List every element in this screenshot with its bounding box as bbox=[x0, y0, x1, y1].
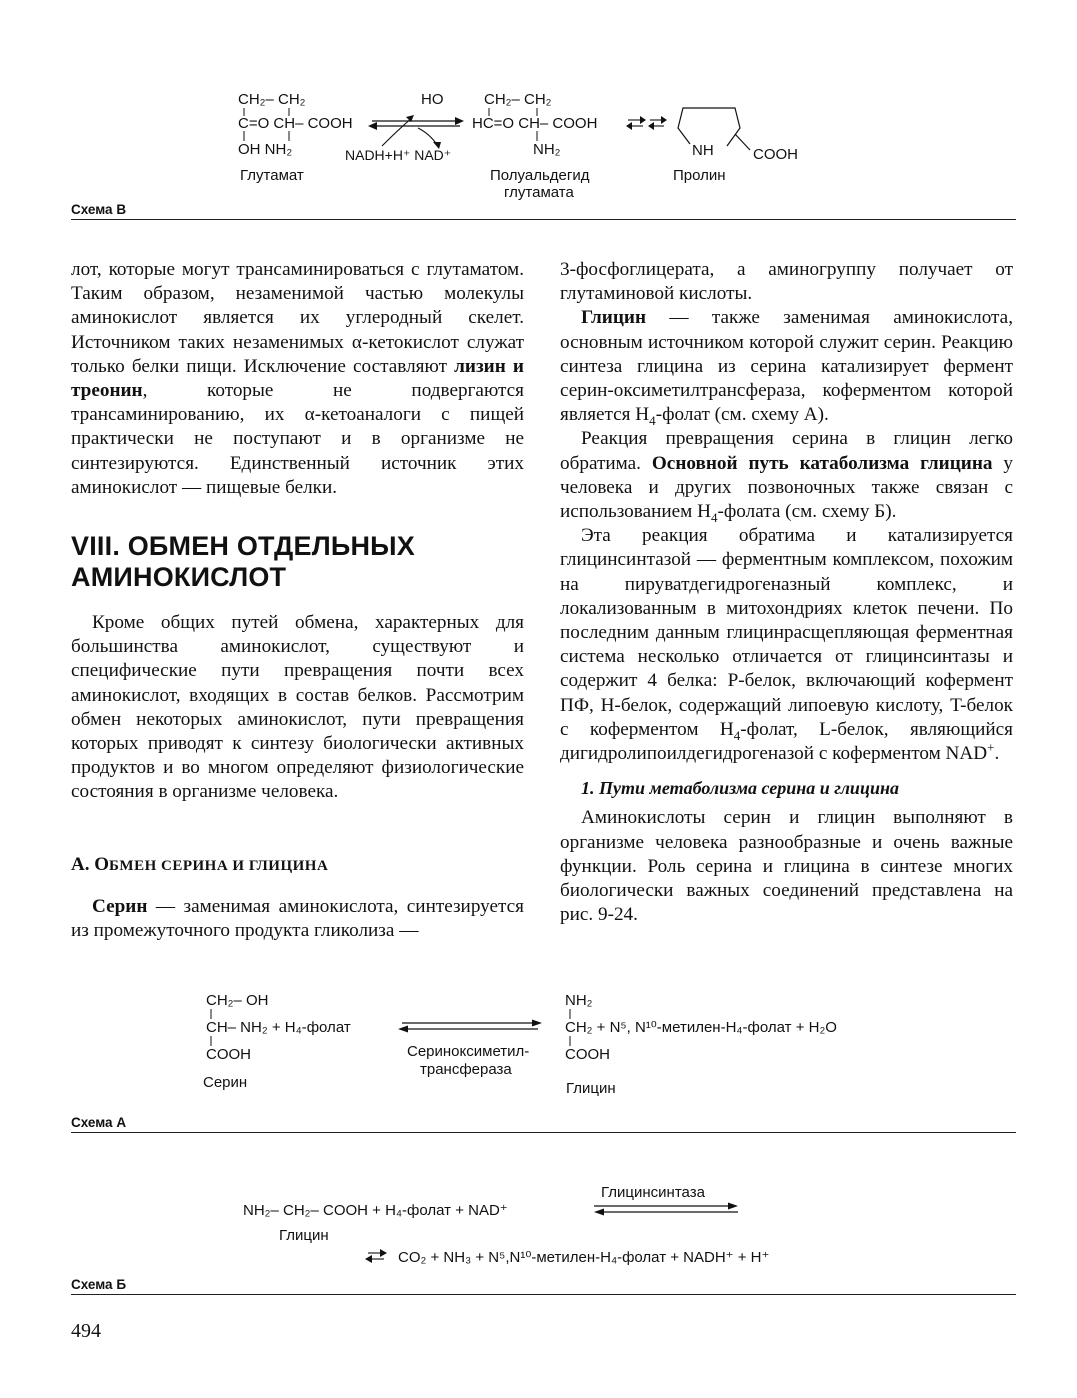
scheme-b-arrows bbox=[0, 1195, 1077, 1275]
text: . bbox=[994, 743, 1000, 765]
right-paragraph-1: 3-фосфоглицерата, а аминогруппу получает от глутаминовой кислоты. bbox=[560, 259, 1013, 305]
right-paragraph-4 bbox=[560, 524, 1013, 766]
bold-term: лизин и треонин bbox=[71, 355, 524, 402]
semialdehyde-line3: NH₂ bbox=[533, 141, 561, 158]
enzyme-line1: Сериноксиметил- bbox=[407, 1043, 530, 1060]
serine-line2: CH– NH₂ + H₄-фолат bbox=[206, 1019, 351, 1036]
semialdehyde-name1: Полуальдегид bbox=[490, 167, 590, 184]
semialdehyde-line1: CH₂– CH₂ bbox=[484, 91, 552, 108]
reverse-arrowhead bbox=[368, 122, 377, 130]
ho-label: HO bbox=[421, 91, 444, 108]
glycine-name: Глицин bbox=[279, 1227, 329, 1244]
subheading-letter: А. bbox=[71, 854, 95, 875]
right-paragraph-3 bbox=[560, 427, 1013, 524]
text: у человека и других позвоночных также связан с использованием H bbox=[560, 452, 1013, 523]
serine-line3: COOH bbox=[206, 1046, 251, 1063]
scheme-a-arrows bbox=[0, 980, 1077, 1090]
serine-name: Серин bbox=[203, 1074, 248, 1091]
proline-nh: NH bbox=[692, 142, 714, 159]
reverse-arrowhead bbox=[594, 1209, 604, 1216]
left-column-lower bbox=[71, 611, 524, 805]
proline-cooh: COOH bbox=[753, 146, 798, 163]
subscript: 4 bbox=[710, 509, 718, 525]
glutamate-name: Глутамат bbox=[240, 167, 304, 184]
right-paragraph-5: Аминокислоты серин и глицин выполняют в организме человека разнообразные и очень важные функции. Роль серина и глицина в синтезе многих биологически важных соединений представлена на рис. 9-24. bbox=[560, 807, 1013, 926]
section-heading bbox=[71, 531, 415, 593]
subsection-heading: 1. Пути метаболизма серина и глицина bbox=[581, 778, 899, 799]
scheme-v-label: Схема В bbox=[71, 202, 127, 217]
glutamate-line3: OH NH₂ bbox=[238, 141, 293, 158]
scheme-v-arrows bbox=[0, 0, 1077, 220]
subscript: 4 bbox=[733, 727, 741, 743]
scheme-b-label: Схема Б bbox=[71, 1277, 127, 1292]
superscript: + bbox=[987, 739, 995, 755]
text: -фолат (см. схему А). bbox=[655, 404, 829, 426]
enzyme-line2: трансфераза bbox=[420, 1061, 512, 1078]
right-paragraph-2 bbox=[560, 306, 1013, 427]
glycine-line1: NH₂ bbox=[565, 992, 593, 1009]
semialdehyde-line2: HC=O CH– COOH bbox=[472, 115, 598, 132]
text: — также заменимая аминокислота, основным источником которой служит серин. Реакцию синтеза глицина из серина катализирует фермент серин-оксиметилтрансфераза, коферментом которой является H bbox=[560, 307, 1013, 426]
text: -фолата (см. схему Б). bbox=[717, 501, 897, 523]
left-paragraph-1 bbox=[71, 258, 524, 500]
left-column-bottom bbox=[71, 895, 524, 943]
left-paragraph-3 bbox=[71, 895, 524, 943]
scheme-a-label: Схема А bbox=[71, 1115, 127, 1130]
text: Эта реакция обратима и катализируется глицинсинтазой — ферментным комплексом, похожим на пируватдегидрогеназный комплекс, и локализованным в митохондриях клеток печени. По последним данным глицинрасщепляющая ферментная система несколько отличается от глицинсинтазы и содержит 4 белка: P-белок, включающий кофермент ПФ, H-белок, содержащий липоевую кислоту, T-белок с коферментом H bbox=[560, 525, 1013, 740]
serine-line1: CH₂– OH bbox=[206, 992, 269, 1009]
text: — заменимая аминокислота, синтезируется из промежуточного продукта гликолиза — bbox=[71, 896, 524, 942]
left-column bbox=[71, 258, 524, 500]
glycine-synthase-label: Глицинсинтаза bbox=[601, 1184, 705, 1201]
bold-term: Глицин bbox=[581, 307, 647, 329]
glutamate-line2: C=O CH– COOH bbox=[238, 115, 353, 132]
right-column bbox=[560, 258, 1013, 927]
subheading-rest: БМЕН СЕРИНА И ГЛИЦИНА bbox=[109, 858, 329, 874]
section-heading-line1: VIII. ОБМЕН ОТДЕЛЬНЫХ bbox=[71, 531, 415, 561]
products-line: CO₂ + NH₃ + N⁵,N¹⁰-метилен-H₄-фолат + NADH⁺ + H⁺ bbox=[398, 1249, 770, 1266]
divider bbox=[71, 219, 1016, 220]
text: -фолат, L-белок, являющийся дигидролипоилдегидрогеназой с коферментом NAD bbox=[560, 718, 1013, 765]
reactants-line: NH₂– CH₂– COOH + H₄-фолат + NAD⁺ bbox=[243, 1202, 508, 1219]
reverse-arrowhead bbox=[398, 1026, 408, 1033]
glycine-line3: COOH bbox=[565, 1046, 610, 1063]
subheading-cap: О bbox=[94, 854, 110, 875]
page-number: 494 bbox=[71, 1320, 101, 1342]
forward-arrowhead bbox=[532, 1020, 542, 1027]
glycine-line2: CH₂ + N⁵, N¹⁰-метилен-H₄-фолат + H₂O bbox=[565, 1019, 837, 1036]
left-paragraph-2: Кроме общих путей обмена, характерных для большинства аминокислот, существуют и специфические пути превращения почти всех аминокислот, входящих в состав белков. Рассмотрим обмен некоторых аминокислот, пути превращения которых приводят к синтезу биологически активных продуктов и во многом определяют физиологические состояния в организме человека. bbox=[71, 612, 524, 803]
text: Реакция превращения серина в глицин легко обратима. bbox=[560, 428, 1013, 474]
text: , которые не подвергаются трансаминированию, их α-кетоаналоги с пищей практически не поступают и в организме не синтезируются. Единственный источник этих аминокислот — пищевые белки. bbox=[71, 380, 524, 498]
glutamate-line1: CH₂– CH₂ bbox=[238, 91, 306, 108]
glycine-name: Глицин bbox=[566, 1080, 616, 1097]
proline-ring bbox=[678, 108, 750, 150]
forward-arrowhead bbox=[455, 117, 464, 125]
cofactor-curve-left bbox=[382, 118, 412, 146]
section-heading-line2: АМИНОКИСЛОТ bbox=[71, 562, 287, 592]
proline-name: Пролин bbox=[673, 167, 726, 184]
subscript: 4 bbox=[649, 413, 656, 429]
bold-term: Основной путь катаболизма глицина bbox=[651, 452, 993, 474]
subheading-a bbox=[71, 854, 328, 876]
bold-term: Серин bbox=[92, 896, 148, 917]
semialdehyde-name2: глутамата bbox=[504, 184, 574, 201]
divider bbox=[71, 1132, 1016, 1133]
divider bbox=[71, 1294, 1016, 1295]
forward-arrowhead bbox=[728, 1203, 738, 1210]
cofactors-label: NADH+H⁺ NAD⁺ bbox=[345, 147, 452, 163]
equilibrium-arrows bbox=[626, 116, 667, 130]
text: лот, которые могут трансаминироваться с глутаматом. Таким образом, незаменимой частью молекулы аминокислот является их углеродный скелет. Источником таких незаменимых α-кетокислот служат только белки пищи. Исключение составляют bbox=[71, 259, 524, 377]
